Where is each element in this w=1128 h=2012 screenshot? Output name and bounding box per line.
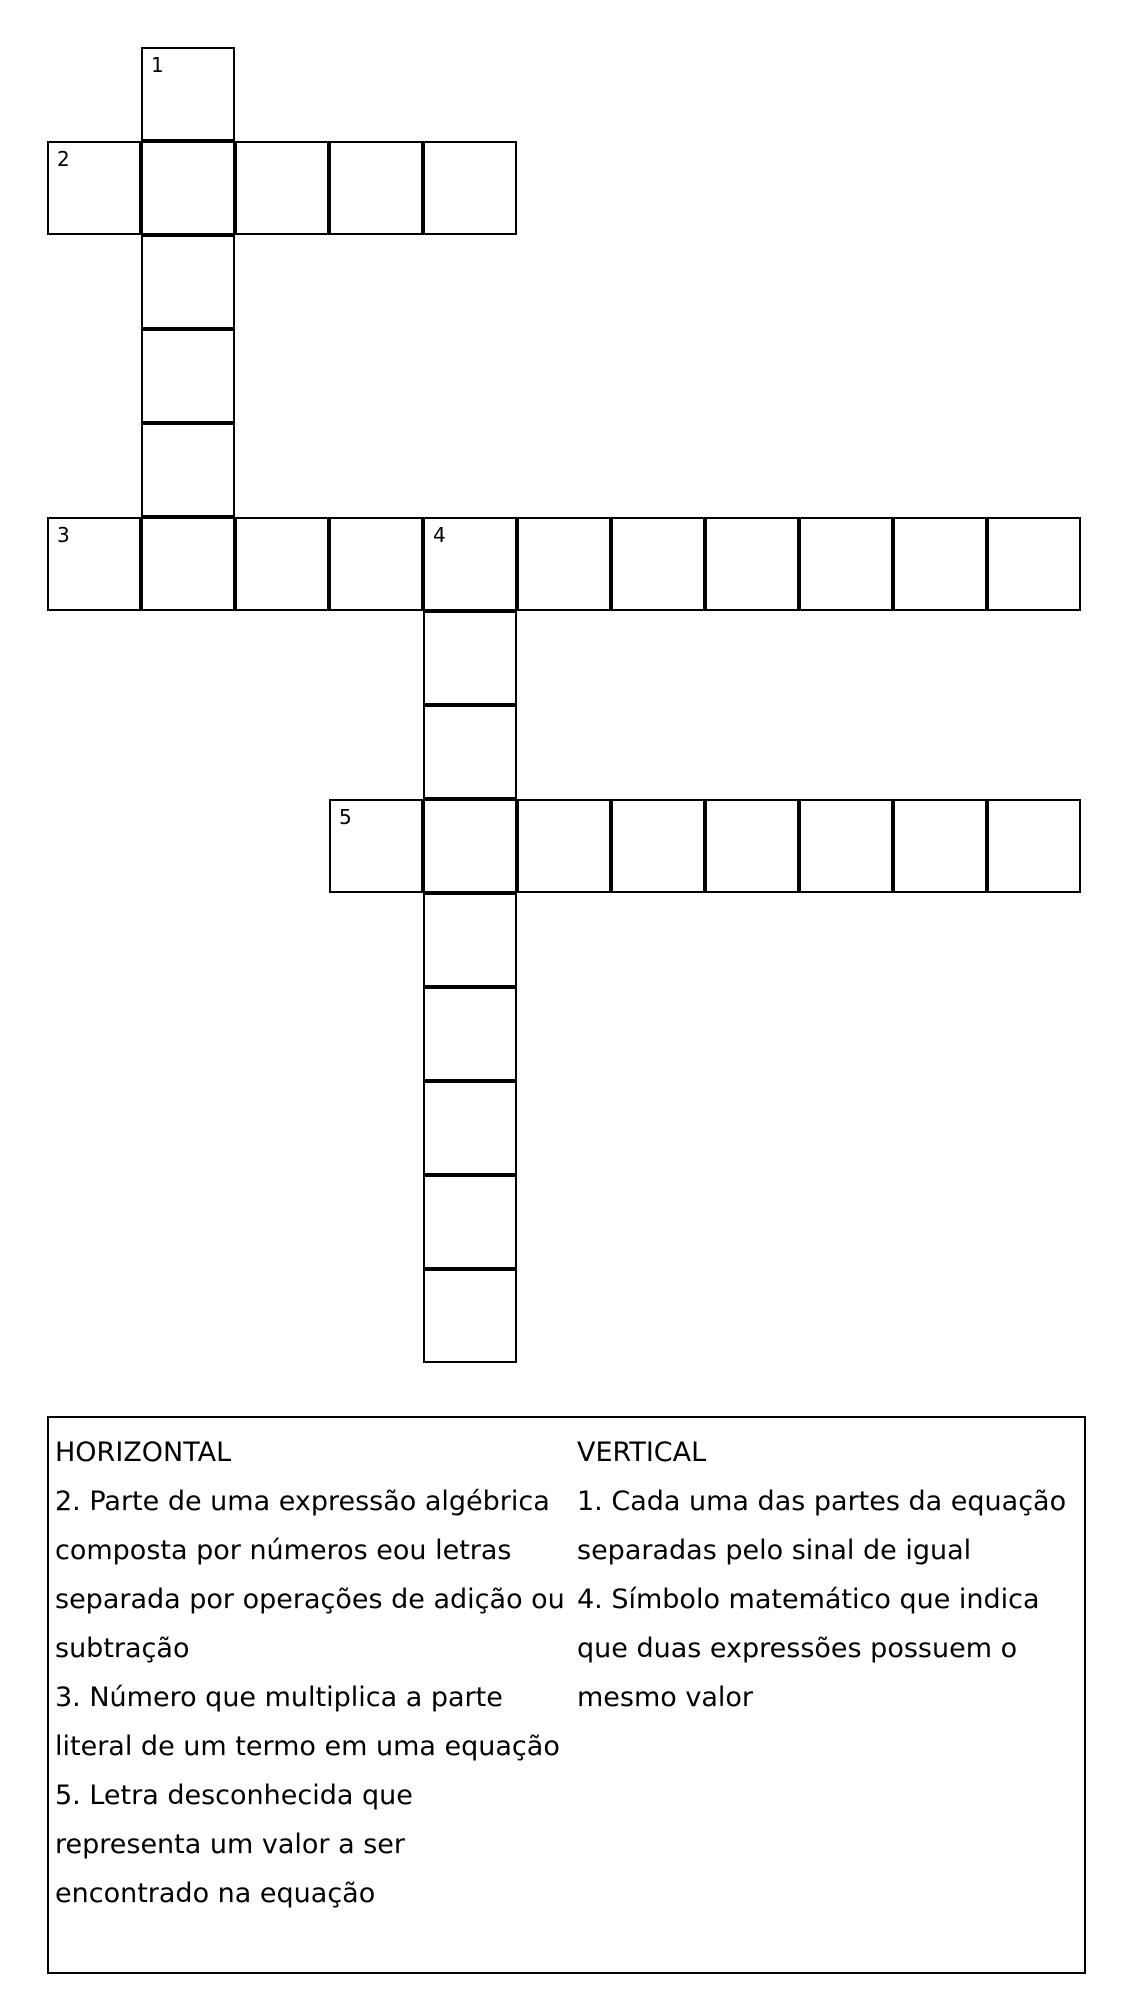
crossword-cell[interactable] xyxy=(141,329,235,423)
vertical-clue-line: separadas pelo sinal de igual xyxy=(577,1535,972,1566)
crossword-cell[interactable] xyxy=(987,799,1081,893)
horizontal-clue-line: subtração xyxy=(55,1633,190,1664)
horizontal-clue-line: composta por números eou letras xyxy=(55,1535,512,1566)
crossword-cell[interactable] xyxy=(423,517,517,611)
crossword-cell[interactable] xyxy=(423,1081,517,1175)
vertical-clue-line: que duas expressões possuem o xyxy=(577,1633,1018,1664)
crossword-cell[interactable] xyxy=(423,1175,517,1269)
crossword-cell[interactable] xyxy=(329,141,423,235)
crossword-cell[interactable] xyxy=(705,517,799,611)
vertical-clues xyxy=(577,1428,1077,1722)
crossword-cell[interactable] xyxy=(893,517,987,611)
crossword-cell[interactable] xyxy=(329,799,423,893)
horizontal-clue-line: separada por operações de adição ou xyxy=(55,1584,565,1615)
clue-number: 1 xyxy=(151,53,164,77)
crossword-cell[interactable] xyxy=(893,799,987,893)
crossword-cell[interactable] xyxy=(141,141,235,235)
vertical-clue-line: mesmo valor xyxy=(577,1682,754,1713)
crossword-cell[interactable] xyxy=(423,893,517,987)
crossword-cell[interactable] xyxy=(47,141,141,235)
crossword-cell[interactable] xyxy=(423,611,517,705)
crossword-cell[interactable] xyxy=(141,47,235,141)
crossword-cell[interactable] xyxy=(141,517,235,611)
clue-number: 5 xyxy=(339,805,352,829)
vertical-heading: VERTICAL xyxy=(577,1437,707,1468)
horizontal-clues xyxy=(55,1428,565,1918)
clue-number: 2 xyxy=(57,147,70,171)
crossword-cell[interactable] xyxy=(235,517,329,611)
crossword-cell[interactable] xyxy=(47,517,141,611)
crossword-cell[interactable] xyxy=(423,141,517,235)
crossword-cell[interactable] xyxy=(611,517,705,611)
clue-number: 3 xyxy=(57,523,70,547)
crossword-cell[interactable] xyxy=(423,1269,517,1363)
crossword-cell[interactable] xyxy=(611,799,705,893)
crossword-cell[interactable] xyxy=(423,987,517,1081)
crossword-cell[interactable] xyxy=(799,517,893,611)
crossword-cell[interactable] xyxy=(423,705,517,799)
horizontal-clue-line: representa um valor a ser xyxy=(55,1829,406,1860)
horizontal-clue-line: 3. Número que multiplica a parte xyxy=(55,1682,503,1713)
clue-number: 4 xyxy=(433,523,446,547)
crossword-cell[interactable] xyxy=(235,141,329,235)
crossword-cell[interactable] xyxy=(141,423,235,517)
vertical-clue-line: 4. Símbolo matemático que indica xyxy=(577,1584,1040,1615)
horizontal-clue-line: 5. Letra desconhecida que xyxy=(55,1780,413,1811)
horizontal-clue-line: 2. Parte de uma expressão algébrica xyxy=(55,1486,550,1517)
vertical-clue-line: 1. Cada uma das partes da equação xyxy=(577,1486,1067,1517)
crossword-cell[interactable] xyxy=(423,799,517,893)
crossword-cell[interactable] xyxy=(705,799,799,893)
crossword-cell[interactable] xyxy=(329,517,423,611)
crossword-cell[interactable] xyxy=(517,517,611,611)
clues-box xyxy=(47,1416,1086,1974)
crossword-cell[interactable] xyxy=(517,799,611,893)
horizontal-clue-line: encontrado na equação xyxy=(55,1878,376,1909)
horizontal-heading: HORIZONTAL xyxy=(55,1437,232,1468)
horizontal-clue-line: literal de um termo em uma equação xyxy=(55,1731,560,1762)
crossword-cell[interactable] xyxy=(799,799,893,893)
crossword-cell[interactable] xyxy=(987,517,1081,611)
crossword-cell[interactable] xyxy=(141,235,235,329)
